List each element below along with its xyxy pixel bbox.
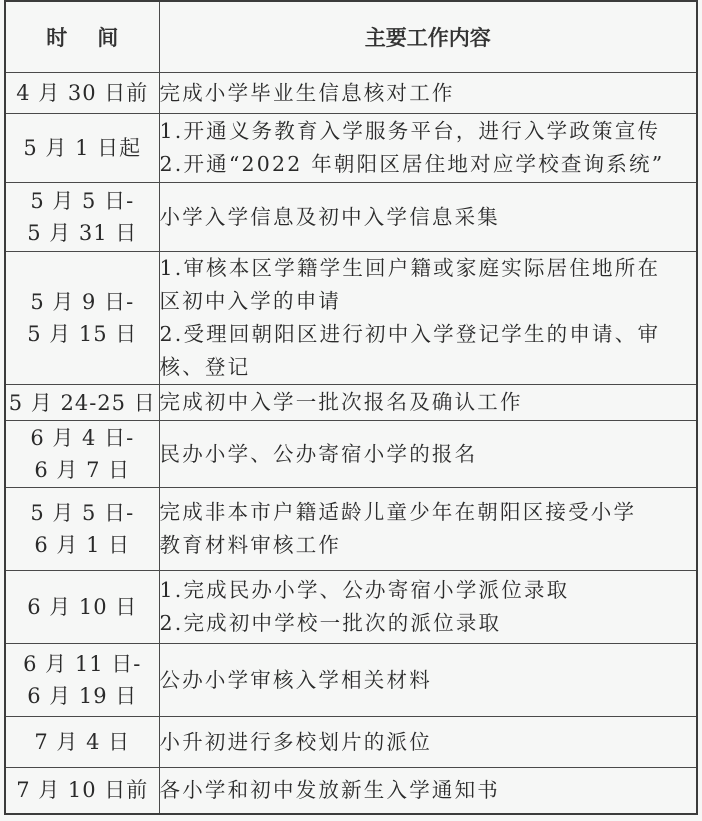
- table-row: [5, 644, 697, 717]
- date-cell: [5, 421, 159, 488]
- task-cell: [159, 768, 697, 814]
- table-row: [5, 768, 697, 814]
- header-task: 主要工作内容: [159, 1, 697, 73]
- date-line: 6 月 11 日-: [23, 652, 142, 676]
- table-row: [5, 571, 697, 644]
- schedule-table: [4, 0, 698, 815]
- date-line: 7 月 4 日: [34, 730, 131, 754]
- task-cell: [159, 385, 697, 421]
- date-line: 6 月 10 日: [27, 595, 138, 619]
- header-date: 时间: [5, 1, 159, 73]
- schedule-rows: [5, 73, 697, 814]
- table-row: [5, 717, 697, 768]
- task-line: 完成非本市户籍适龄儿童少年在朝阳区接受小学: [159, 500, 637, 524]
- date-line: 5 月 24-25 日: [8, 390, 156, 415]
- date-cell: [5, 183, 159, 252]
- date-cell: [5, 644, 159, 717]
- task-cell: [159, 114, 697, 183]
- task-line: 2.完成初中学校一批次的派位录取: [159, 611, 502, 635]
- date-line: 5 月 9 日-: [30, 290, 135, 314]
- task-cell: [159, 571, 697, 644]
- date-line: 5 月 5 日-: [30, 501, 135, 525]
- date-line: 5 月 15 日: [27, 322, 138, 346]
- task-line: 1.审核本区学籍学生回户籍或家庭实际居住地所在: [159, 256, 661, 280]
- table-row: [5, 488, 697, 571]
- task-cell: [159, 421, 697, 488]
- date-line: 6 月 4 日-: [30, 426, 135, 450]
- task-line: 完成初中入学一批次报名及确认工作: [159, 390, 523, 414]
- task-line: 1.完成民办小学、公办寄宿小学派位录取: [159, 578, 570, 602]
- date-line: 4 月 30 日前: [16, 81, 149, 105]
- date-cell: [5, 252, 159, 385]
- task-cell: [159, 717, 697, 768]
- schedule-document: [4, 0, 696, 815]
- date-cell: [5, 385, 159, 421]
- date-line: 6 月 1 日: [34, 533, 131, 557]
- date-line: 5 月 31 日: [27, 221, 138, 245]
- table-row: [5, 252, 697, 385]
- date-line: 5 月 5 日-: [30, 189, 135, 213]
- date-cell: [5, 114, 159, 183]
- task-cell: [159, 488, 697, 571]
- table-row: [5, 114, 697, 183]
- task-line: 2.开通“2022 年朝阳区居住地对应学校查询系统”: [159, 152, 665, 176]
- table-row: [5, 73, 697, 114]
- task-cell: [159, 644, 697, 717]
- table-row: [5, 385, 697, 421]
- task-line: 1.开通义务教育入学服务平台，进行入学政策宣传: [159, 119, 661, 143]
- task-line: 区初中入学的申请: [159, 289, 342, 313]
- date-cell: [5, 73, 159, 114]
- task-line: 小学入学信息及初中入学信息采集: [159, 204, 500, 229]
- task-line: 小升初进行多校划片的派位: [159, 729, 432, 754]
- task-line: 完成小学毕业生信息核对工作: [159, 80, 455, 105]
- task-cell: [159, 183, 697, 252]
- date-cell: [5, 717, 159, 768]
- task-line: 公办小学审核入学相关材料: [159, 667, 432, 692]
- task-line: 教育材料审核工作: [159, 533, 342, 557]
- task-cell: [159, 252, 697, 385]
- task-line: 核、登记: [159, 355, 251, 379]
- task-line: 民办小学、公办寄宿小学的报名: [159, 441, 478, 466]
- date-cell: [5, 571, 159, 644]
- date-cell: [5, 768, 159, 814]
- table-row: [5, 183, 697, 252]
- date-cell: [5, 488, 159, 571]
- header-row: [5, 1, 697, 73]
- task-line: 各小学和初中发放新生入学通知书: [159, 777, 500, 802]
- task-cell: [159, 73, 697, 114]
- date-line: 6 月 7 日: [34, 458, 131, 482]
- date-line: 7 月 10 日前: [16, 778, 149, 803]
- task-line: 2.受理回朝阳区进行初中入学登记学生的申请、审: [159, 322, 661, 346]
- date-line: 5 月 1 日起: [23, 136, 142, 160]
- table-row: [5, 421, 697, 488]
- date-line: 6 月 19 日: [27, 684, 138, 708]
